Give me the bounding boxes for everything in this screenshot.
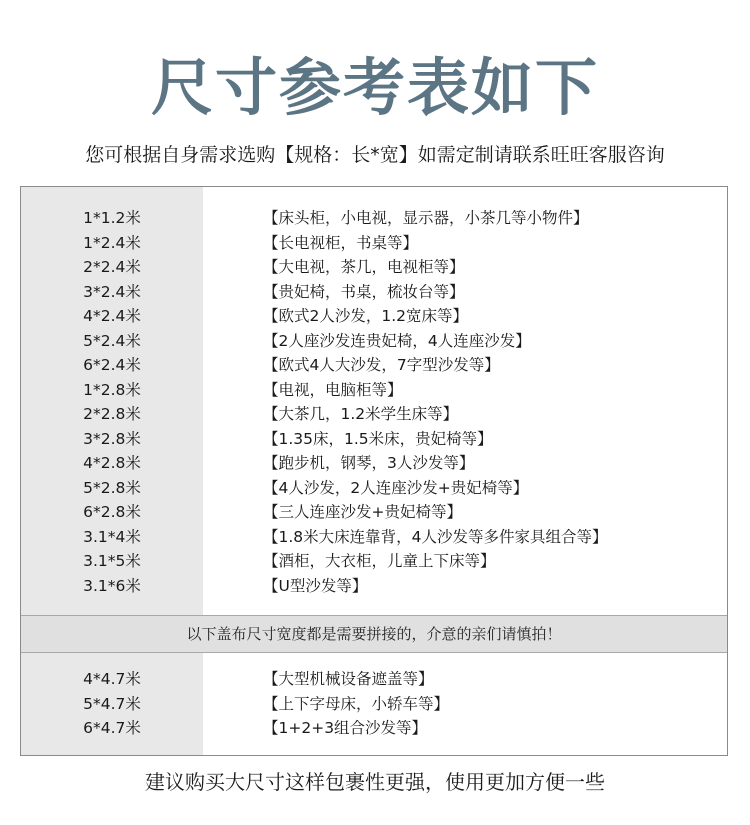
table-row (21, 476, 727, 501)
usage-cell: 【电视，电脑柜等】 (263, 380, 403, 399)
size-cell: 3*2.8米 (83, 429, 141, 448)
size-cell: 5*2.4米 (83, 331, 141, 350)
usage-cell: 【2人座沙发连贵妃椅，4人连座沙发】 (263, 331, 531, 350)
table-row (21, 427, 727, 452)
size-cell: 1*2.4米 (83, 233, 141, 252)
size-cell: 6*2.8米 (83, 503, 141, 521)
size-cell: 1*1.2米 (83, 209, 141, 227)
usage-cell: 【U型沙发等】 (263, 576, 368, 595)
usage-cell: 【床头柜，小电视，显示器，小茶几等小物件】 (263, 209, 589, 227)
usage-cell: 【1.8米大床连靠背，4人沙发等多件家具组合等】 (263, 527, 608, 546)
table-row (21, 231, 727, 256)
usage-cell: 【上下字母床，小轿车等】 (263, 694, 450, 713)
table-row (21, 329, 727, 354)
size-cell: 4*4.7米 (83, 670, 141, 688)
size-cell: 3.1*5米 (83, 552, 141, 570)
size-cell: 2*2.8米 (83, 405, 141, 423)
usage-cell: 【长电视柜，书桌等】 (263, 233, 419, 252)
table-row (21, 692, 727, 717)
table-row (21, 402, 727, 427)
table-row (21, 525, 727, 550)
footer-tip: 建议购买大尺寸这样包裹性更强，使用更加方便一些 (145, 770, 605, 794)
size-reference-table (20, 186, 728, 756)
usage-cell: 【欧式2人沙发，1.2宽床等】 (263, 307, 469, 325)
table-row (21, 500, 727, 525)
table-row (21, 304, 727, 329)
size-cell: 4*2.4米 (83, 307, 141, 325)
usage-cell: 【大电视，茶几，电视柜等】 (263, 258, 465, 276)
table-row (21, 716, 727, 741)
size-cell: 6*4.7米 (83, 719, 141, 737)
table-row (21, 378, 727, 403)
usage-cell: 【三人连座沙发+贵妃椅等】 (263, 503, 462, 521)
size-cell: 3*2.4米 (83, 282, 141, 301)
size-cell: 5*2.8米 (83, 478, 141, 497)
usage-cell: 【4人沙发，2人连座沙发+贵妃椅等】 (263, 478, 529, 497)
size-cell: 1*2.8米 (83, 380, 141, 399)
size-cell: 6*2.4米 (83, 356, 141, 374)
table-row (21, 255, 727, 280)
table-rows-standard (21, 206, 727, 598)
usage-cell: 【1+2+3组合沙发等】 (263, 719, 428, 737)
size-cell: 4*2.8米 (83, 454, 141, 472)
table-row (21, 667, 727, 692)
usage-cell: 【大茶几，1.2米学生床等】 (263, 405, 459, 423)
table-row (21, 353, 727, 378)
table-rows-large (21, 667, 727, 741)
usage-cell: 【酒柜，大衣柜，儿童上下床等】 (263, 552, 496, 570)
stitching-notice: 以下盖布尺寸宽度都是需要拼接的，介意的亲们请慎拍！ (21, 615, 727, 653)
table-row (21, 280, 727, 305)
table-row (21, 549, 727, 574)
table-row (21, 574, 727, 599)
size-cell: 3.1*4米 (83, 527, 141, 546)
usage-cell: 【1.35床，1.5米床，贵妃椅等】 (263, 429, 493, 448)
size-cell: 5*4.7米 (83, 694, 141, 713)
table-row (21, 206, 727, 231)
table-row (21, 451, 727, 476)
usage-cell: 【跑步机，钢琴，3人沙发等】 (263, 454, 475, 472)
usage-cell: 【大型机械设备遮盖等】 (263, 670, 434, 688)
page-subtitle: 您可根据自身需求选购【规格：长*宽】如需定制请联系旺旺客服咨询 (85, 144, 665, 166)
size-cell: 3.1*6米 (83, 576, 141, 595)
usage-cell: 【欧式4人大沙发，7字型沙发等】 (263, 356, 500, 374)
size-cell: 2*2.4米 (83, 258, 141, 276)
page-title: 尺寸参考表如下 (150, 51, 599, 124)
usage-cell: 【贵妃椅，书桌，梳妆台等】 (263, 282, 465, 301)
